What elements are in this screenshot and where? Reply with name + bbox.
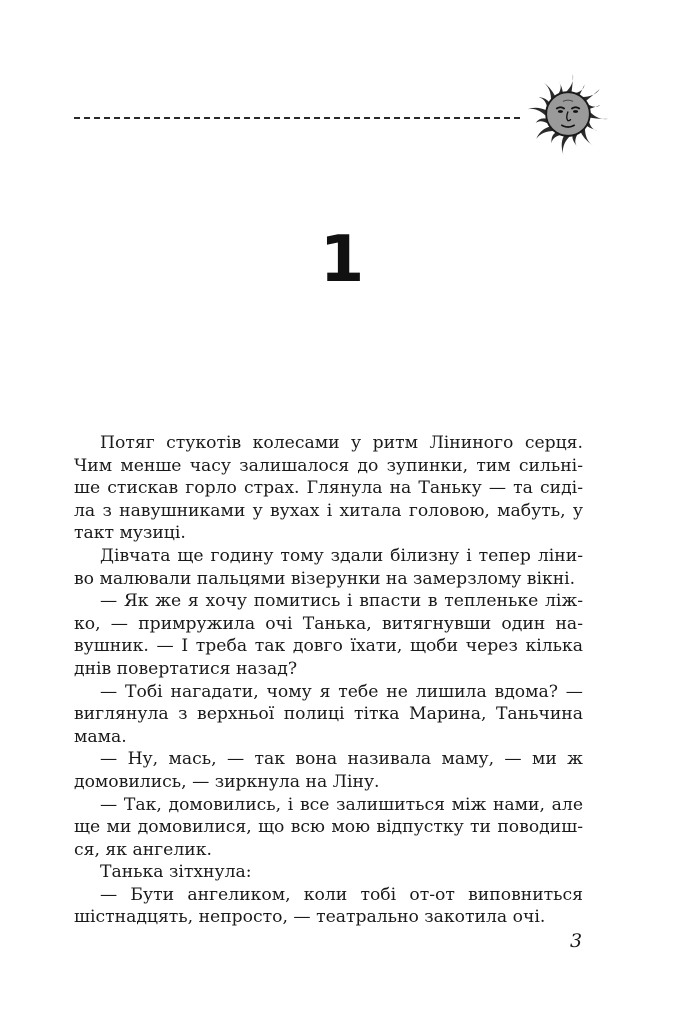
paragraph: Потяг стукотів колесами у ритм Ліниного серця. Чим менше часу залишалося до зупинки, тим сильніше стискав горло страх. Глянула на Таньку — та сиділа з навушниками у вухах і хитала головою, мабуть, у такт музиці.: [74, 433, 583, 544]
paragraph: — Ну, мась, — так вона називала маму, — ми ж домовились, — зиркнула на Ліну.: [74, 749, 583, 792]
sun-ray: [565, 74, 573, 93]
chapter-text: [74, 432, 583, 929]
paragraph: — Як же я хочу помитись і впасти в тепленьке лiжко, — примружила очі Танька, витягнувши один навушник. — І треба так довго їхати, щоби через кілька днів повертатися назад?: [74, 591, 583, 679]
page-number: 3: [570, 930, 583, 952]
chapter-number: 1: [319, 223, 363, 297]
paragraph: Танька зітхнула:: [100, 862, 252, 883]
sun-ray: [562, 135, 572, 154]
sun-face-icon: [526, 72, 610, 156]
sun-ray: [528, 108, 547, 118]
paragraph: — Так, домовились, і все залишиться між нами, але ще ми домовилися, що всю мою відпустку ти поводишся, як ангелик.: [74, 794, 583, 860]
sun-ray: [589, 111, 608, 119]
paragraph: — Бути ангеликом, коли тобі от-от виповниться шістнадцять, непросто, — театрально закотила очі.: [74, 884, 583, 928]
paragraph: — Тобі нагадати, чому я тебе не лишила вдома? — виглянула з верхньої полиці тітка Марина, Таньчина мама.: [74, 681, 583, 747]
dashed-divider: [74, 117, 520, 119]
paragraph: Дівчата ще годину тому здали білизну і тепер ліниво малювали пальцями візерунки на замерзлому вікні.: [74, 545, 583, 589]
